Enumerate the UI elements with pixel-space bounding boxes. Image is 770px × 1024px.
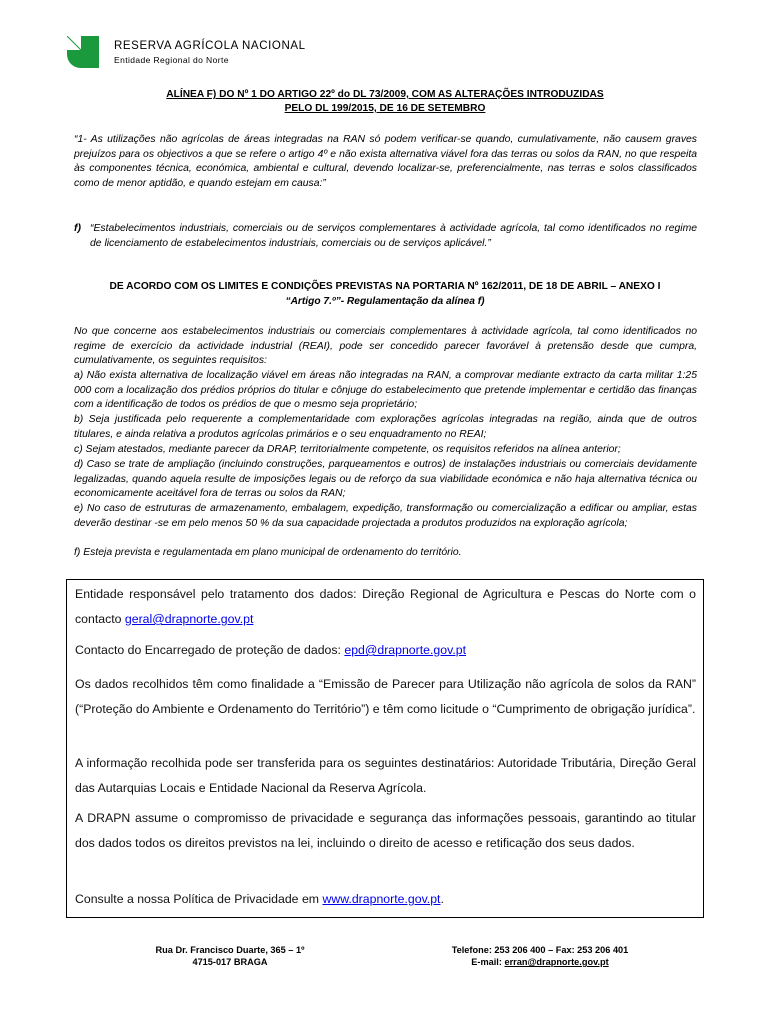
privacy-policy-link[interactable]: www.drapnorte.gov.pt <box>322 892 441 906</box>
footer-phone: Telefone: 253 206 400 – Fax: 253 206 401 <box>451 945 629 955</box>
document-heading-line2: PELO DL 199/2015, DE 16 DE SETEMBRO <box>284 103 486 114</box>
document-heading-line1: ALÍNEA F) DO Nº 1 DO ARTIGO 22º do DL 73/2009, COM AS ALTERAÇÕES INTRODUZIDAS <box>166 89 604 100</box>
header-logo <box>67 36 367 68</box>
requirement-e: e) No caso de estruturas de armazenamento, embalagem, expedição, transformação ou comercialização a edificar ou ampliar, estas deverão destinar -se em pelo menos 50 % da sua capacidade projectada a produtos produzidos na exploração agrícola; <box>74 503 697 529</box>
footer-address <box>120 944 340 968</box>
alinea-f-text: “Estabelecimentos industriais, comerciais ou de serviços complementares à actividade agrícola, tal como identificados no regime de licenciamento de estabelecimentos industriais, comerciais ou de serviços aplicável.” <box>90 223 697 249</box>
privacy-dpo-text: Contacto do Encarregado de proteção de dados: <box>75 643 345 657</box>
footer-address-line2: 4715-017 BRAGA <box>192 957 268 967</box>
dpo-email-link[interactable]: epd@drapnorte.gov.pt <box>344 643 467 657</box>
requirement-b: b) Seja justificada pelo requerente a complementaridade com explorações agrícolas integradas na região, ainda que de outros titulares, e ainda relativa a produtos agrícolas primários e o seu enquadramento no REAI; <box>74 414 697 440</box>
privacy-policy <box>75 887 696 912</box>
requirement-a: a) Não exista alternativa de localização viável em áreas não integradas na RAN, a comprovar mediante extracto da carta militar 1:25 000 com a localização dos prédios próprios do titular e cônjuge do estabelecimento que pretende implementar e certidão das finanças com a identificação de todos os prédios de que o mesmo seja proprietário; <box>74 370 697 411</box>
requirement-f: f) Esteja prevista e regulamentada em plano municipal de ordenamento do território. <box>74 547 462 558</box>
requirement-c: c) Sejam atestados, mediante parecer da DRAP, territorialmente competente, os requisitos referidos na alínea anterior; <box>74 444 621 455</box>
privacy-notice-box <box>66 579 704 918</box>
logo-name: RESERVA AGRÍCOLA NACIONAL <box>114 40 306 52</box>
requirement-d: d) Caso se trate de ampliação (incluindo construções, parqueamentos e outros) de instalações industriais ou comerciais devidamente legalizadas, quando aquela resulte de imposições legais ou de reforço da sua viabilidade económica e não haja alternativa técnica ou economicamente aceitável fora de terras ou solos da RAN; <box>74 459 697 500</box>
privacy-controller-text: Entidade responsável pelo tratamento dos dados: Direção Regional de Agricultura e Pescas do Norte com o contacto <box>75 587 696 626</box>
privacy-policy-text: Consulte a nossa Política de Privacidade em <box>75 892 323 906</box>
footer-email-label: E-mail: <box>471 957 505 967</box>
footer-email-link[interactable]: erran@drapnorte.gov.pt <box>504 957 609 967</box>
alinea-f <box>74 221 697 251</box>
regulation-intro: No que concerne aos estabelecimentos industriais ou comerciais complementares à actividade agrícola, tal como identificados no regime de exercício da actividade industrial (REAI), pode ser concedido parecer favorável à pretensão desde que cumpra, cumulativamente, os seguintes requisitos: <box>74 326 697 367</box>
footer-address-line1: Rua Dr. Francisco Duarte, 365 – 1º <box>155 945 305 955</box>
privacy-recipients: A informação recolhida pode ser transferida para os seguintes destinatários: Autoridade Tributária, Direção Geral das Autarquias Locais e Entidade Nacional da Reserva Agrícola. <box>75 756 696 795</box>
ran-leaf-logo-icon <box>67 36 99 68</box>
portaria-heading-line2: “Artigo 7.º”- Regulamentação da alínea f) <box>285 296 485 307</box>
article-quote: “1- As utilizações não agrícolas de áreas integradas na RAN só podem verificar-se quando, cumulativamente, não causem graves prejuízos para os objectivos a que se refere o artigo 4º e não exista alternativa viável fora das terras ou solos da RAN, no que respeita às componentes técnica, económica, ambiental e cultural, devendo localizar-se, preferencialmente, nas terras e solos classificados como de menor aptidão, e quando estejam em causa:” <box>74 134 697 189</box>
privacy-controller <box>75 582 696 632</box>
controller-email-link[interactable]: geral@drapnorte.gov.pt <box>124 612 254 626</box>
footer-email-line <box>420 956 660 968</box>
privacy-dpo <box>75 638 696 663</box>
logo-subtitle: Entidade Regional do Norte <box>114 55 229 65</box>
privacy-commitment: A DRAPN assume o compromisso de privacidade e segurança das informações pessoais, garantindo ao titular dos dados todos os direitos previstos na lei, incluindo o direito de acesso e retificação dos seus dados. <box>75 811 696 850</box>
footer-contacts <box>420 944 660 968</box>
portaria-heading-line1: DE ACORDO COM OS LIMITES E CONDIÇÕES PREVISTAS NA PORTARIA Nº 162/2011, DE 18 DE ABRIL – ANEXO I <box>109 281 661 292</box>
privacy-purpose: Os dados recolhidos têm como finalidade a “Emissão de Parecer para Utilização não agrícola de solos da RAN” (“Proteção do Ambiente e Ordenamento do Território”) e têm como licitude o “Cumprimento de obrigação jurídica”. <box>75 677 696 716</box>
privacy-policy-end: . <box>440 892 444 906</box>
alinea-f-label: f) <box>74 223 81 234</box>
